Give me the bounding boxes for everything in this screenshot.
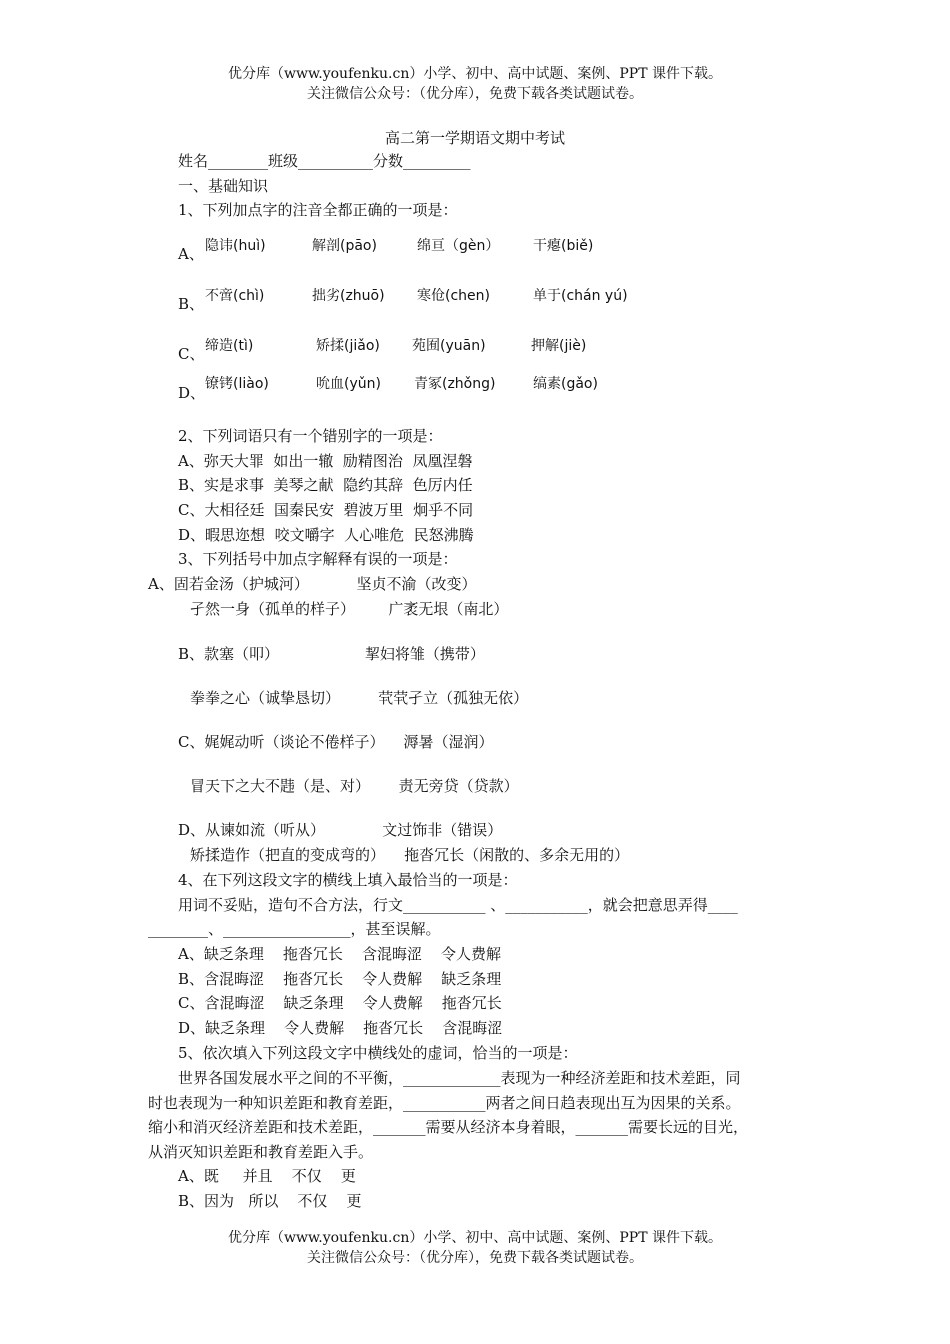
q1-option-label: B、 [178,295,205,313]
q3-line: C、娓娓动听（谈论不倦样子） 溽暑（湿润） [178,733,494,751]
q5-passage: 世界各国发展水平之间的不平衡，_____________表现为一种经济差距和技术差距，同 [178,1069,741,1087]
student-info: 姓名________班级__________分数_________ [178,152,471,170]
header-line-1: 优分库（www.youfenku.cn）小学、初中、高中试题、案例、PPT 课件下载。 [227,66,722,82]
q4-option: B、含混晦涩 拖沓冗长 令人费解 缺乏条理 [178,970,502,988]
section-heading: 一、基础知识 [178,177,269,195]
q3-line: B、款塞（叩） 挈妇将雏（携带） [178,645,485,663]
q1-word: 干瘪(biě) [533,238,594,254]
q5-passage: 缩小和消灭经济差距和技术差距，_______需要从经济本身着眼，_______需要长远的目光， [148,1118,749,1136]
q4-passage: ________、_________________，甚至误解。 [148,920,441,938]
q3-line: D、从谏如流（听从） 文过饰非（错误） [178,821,503,839]
footer-line-2: 关注微信公众号：（优分库），免费下载各类试题试卷。 [307,1250,643,1266]
q2-option: D、暇思迩想 咬文嚼字 人心唯危 民怒沸腾 [178,526,474,544]
q1-word: 绵亘（gèn） [417,238,500,254]
q1-word: 矫揉(jiǎo) [316,338,380,354]
q1-option-label: A、 [178,245,204,263]
q1-word: 缔造(tì) [205,338,254,354]
q3-line: A、固若金汤（护城河） 坚贞不渝（改变） [148,575,477,593]
q4-option: D、缺乏条理 令人费解 拖沓冗长 含混晦涩 [178,1019,503,1037]
q4-passage: 用词不妥贴，造句不合方法，行文___________ 、___________，就会把意思弄得____ [178,896,738,914]
footer-line-1: 优分库（www.youfenku.cn）小学、初中、高中试题、案例、PPT 课件下载。 [227,1230,722,1246]
q1-word: 青冢(zhǒng) [414,376,496,392]
q3-line: 矫揉造作（把直的变成弯的） 拖沓冗长（闲散的、多余无用的） [190,846,630,864]
q1-word: 单于(chán yú) [533,288,628,304]
q1-word: 寒伧(chen) [417,288,490,304]
q1-word: 押解(jiè) [531,338,587,354]
q1-word: 不啻(chì) [205,288,265,304]
q1-word: 缟素(gǎo) [533,376,598,392]
q1-stem: 1、下列加点字的注音全都正确的一项是： [178,201,458,219]
q1-word: 隐讳(huì) [205,238,266,254]
q1-word: 镣铐(liào) [205,376,269,392]
q3-line: 孑然一身（孤单的样子） 广袤无垠（南北） [190,600,509,618]
q1-option-label: D、 [178,384,206,402]
q1-word: 苑囿(yuān) [412,338,486,354]
q2-option: C、大相径廷 国秦民安 碧波万里 炯乎不同 [178,501,474,519]
q5-passage: 时也表现为一种知识差距和教育差距，___________两者之间日趋表现出互为因果的关系。 [148,1094,741,1112]
q4-option: C、含混晦涩 缺乏条理 令人费解 拖沓冗长 [178,994,502,1012]
q3-line: 拳拳之心（诚挚恳切） 茕茕孑立（孤独无依） [190,689,529,707]
page-title: 高二第一学期语文期中考试 [384,129,565,147]
q2-stem: 2、下列词语只有一个错别字的一项是： [178,427,443,445]
header-line-2: 关注微信公众号：（优分库），免费下载各类试题试卷。 [307,86,643,102]
q2-option: A、弥天大罪 如出一辙 励精图治 凤凰涅磐 [178,452,473,470]
q4-option: A、缺乏条理 拖沓冗长 含混晦涩 令人费解 [178,945,502,963]
q2-option: B、实是求事 美琴之献 隐约其辞 色厉内任 [178,476,473,494]
q1-option-label: C、 [178,345,205,363]
q1-word: 解剖(pāo) [312,238,377,254]
q4-stem: 4、在下列这段文字的横线上填入最恰当的一项是： [178,871,518,889]
q5-passage: 从消灭知识差距和教育差距入手。 [148,1143,374,1161]
q5-stem: 5、依次填入下列这段文字中横线处的虚词，恰当的一项是： [178,1044,578,1062]
q1-word: 拙劣(zhuō) [312,288,385,304]
q1-word: 吮血(yǔn) [316,376,381,392]
q5-option: B、因为 所以 不仅 更 [178,1192,362,1210]
q3-line: 冒天下之大不韪（是、对） 责无旁贷（贷款） [190,777,519,795]
q5-option: A、既 并且 不仅 更 [178,1167,356,1185]
q3-stem: 3、下列括号中加点字解释有误的一项是： [178,550,458,568]
